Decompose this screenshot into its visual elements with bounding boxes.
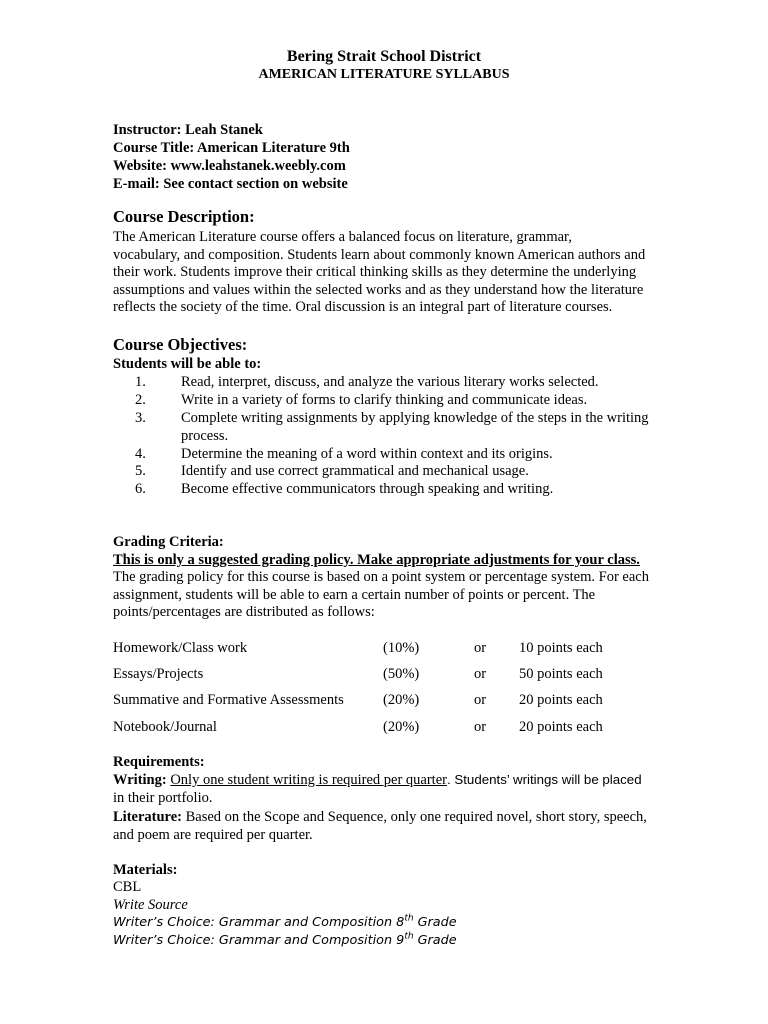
grading-description-line: points/percentages are distributed as follows: [113,604,375,620]
writing-label: Writing: [113,772,167,788]
objectives-subheading: Students will be able to: [113,356,262,372]
grading-category: Notebook/Journal [113,719,217,735]
literature-line1: Based on the Scope and Sequence, only one required novel, short story, speech, [181,809,647,825]
writing-rest: . Students’ writings will be placed [446,772,642,787]
grading-note: This is only a suggested grading policy. Make appropriate adjustments for your class. [113,552,640,568]
writing-underlined: Only one student writing is required per quarter [170,772,447,788]
description-line: vocabulary, and composition. Students learn about commonly known American authors and [113,246,646,263]
description-line: assumptions and values within the selected works and as they understand how the literature [113,281,644,298]
grading-row [113,665,653,683]
course-title-line: Course Title: American Literature 9th [113,140,350,156]
grading-percent: (10%) [383,640,420,656]
grading-percent: (50%) [383,666,420,682]
instructor-line: Instructor: Leah Stanek [113,122,263,138]
course-description [113,228,673,316]
grading-percent: (20%) [383,719,420,735]
grading-points: 20 points each [519,719,603,735]
course-info [113,121,350,193]
objective-text: Write in a variety of forms to clarify thinking and communicate ideas. [181,392,588,408]
requirements-writing [113,771,673,806]
grading-description-line: The grading policy for this course is based on a point system or percentage system. For each [113,569,649,585]
material-superscript: th [404,931,414,942]
literature-line2: and poem are required per quarter. [113,826,313,843]
objective-number: 1. [135,374,146,390]
syllabus-title: AMERICAN LITERATURE SYLLABUS [258,67,510,82]
district-title: Bering Strait School District [286,48,482,65]
course-description-heading: Course Description: [113,207,255,226]
materials-list [113,878,457,950]
material-text: Writer’s Choice: Grammar and Composition 8 [113,915,405,930]
grading-or: or [474,692,487,708]
objective-number: 5. [135,463,146,479]
objective-number: 2. [135,392,146,408]
grading-row [113,639,653,657]
grading-category: Homework/Class work [113,640,248,656]
material-text: Writer’s Choice: Grammar and Composition 9 [113,933,405,948]
material-item: Write Source [113,897,188,913]
writing-line2: in their portfolio. [113,789,213,806]
grading-or: or [474,640,487,656]
objective-text-continued: process. [181,428,229,444]
requirements-literature [113,808,673,843]
grading-or: or [474,719,487,735]
website-line: Website: www.leahstanek.weebly.com [113,158,346,174]
grading-row [113,718,653,736]
material-text: Grade [413,933,457,948]
description-line: reflects the society of the time. Oral discussion is an integral part of literature courses. [113,299,613,315]
grading-category: Summative and Formative Assessments [113,692,344,708]
objective-text: Determine the meaning of a word within context and its origins. [181,446,553,462]
objective-number: 3. [135,410,146,426]
grading-or: or [474,666,487,682]
grading-criteria-heading: Grading Criteria: [113,534,224,550]
material-item: CBL [113,879,142,895]
grading-description [113,568,673,621]
requirements-heading: Requirements: [113,754,205,770]
grading-points: 10 points each [519,640,603,656]
description-line: The American Literature course offers a balanced focus on literature, grammar, [113,229,572,245]
course-objectives-heading: Course Objectives: [113,335,248,354]
objective-number: 6. [135,481,146,497]
objective-text: Complete writing assignments by applying knowledge of the steps in the writing [181,410,649,426]
grading-points: 20 points each [519,692,603,708]
grading-row [113,691,653,709]
material-text: Grade [413,915,457,930]
objective-number: 4. [135,446,146,462]
grading-points: 50 points each [519,666,603,682]
objective-text: Read, interpret, discuss, and analyze the various literary works selected. [181,374,599,390]
literature-label: Literature: [113,809,182,825]
description-line: their work. Students improve their critical thinking skills as they determine the underlying [113,264,637,280]
objective-text: Identify and use correct grammatical and mechanical usage. [181,463,529,479]
grading-percent: (20%) [383,692,420,708]
materials-heading: Materials: [113,862,178,878]
material-superscript: th [404,913,414,924]
material-item [113,932,457,950]
email-line: E-mail: See contact section on website [113,176,348,192]
grading-category: Essays/Projects [113,666,204,682]
material-item [113,914,457,932]
grading-description-line: assignment, students will be able to earn a certain number of points or percent. The [113,586,596,603]
objective-text: Become effective communicators through speaking and writing. [181,481,554,497]
